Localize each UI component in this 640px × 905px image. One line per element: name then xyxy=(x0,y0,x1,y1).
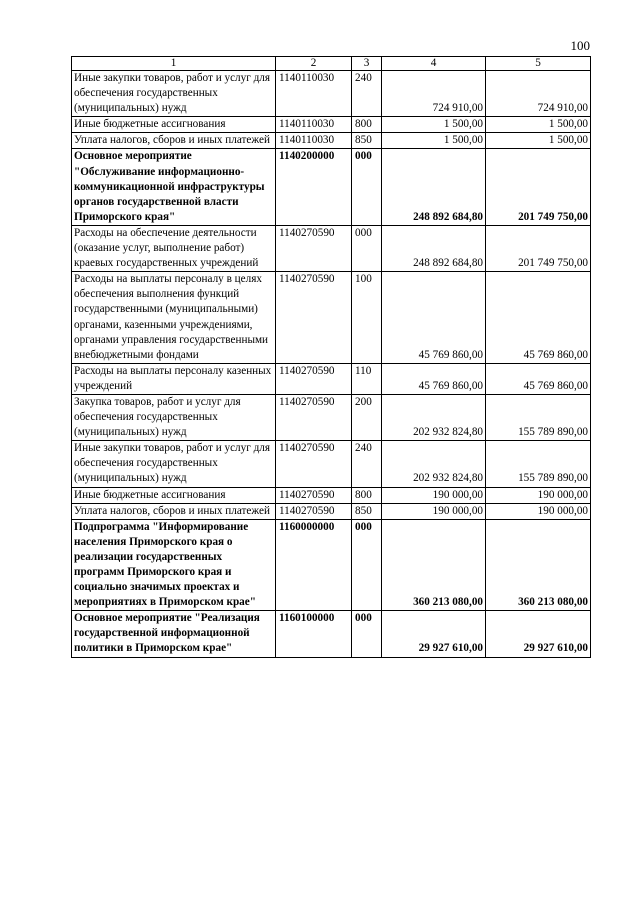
row-name-cell: Иные бюджетные ассигнования xyxy=(72,487,276,503)
row-amount-col4-cell: 45 769 860,00 xyxy=(382,272,486,364)
row-amount-col5-cell: 360 213 080,00 xyxy=(486,519,591,611)
table-row xyxy=(72,225,591,271)
row-name-cell: Расходы на выплаты персоналу казенных учреждений xyxy=(72,363,276,394)
column-header: 4 xyxy=(382,57,486,71)
row-amount-col4-cell: 248 892 684,80 xyxy=(382,225,486,271)
row-amount-col5-cell: 1 500,00 xyxy=(486,117,591,133)
table-row xyxy=(72,519,591,611)
row-code-cell: 1140270590 xyxy=(276,441,352,487)
row-amount-col4-cell: 248 892 684,80 xyxy=(382,149,486,225)
row-type-cell: 100 xyxy=(352,272,382,364)
row-type-cell: 800 xyxy=(352,487,382,503)
row-amount-col4-cell: 202 932 824,80 xyxy=(382,394,486,440)
row-code-cell: 1160100000 xyxy=(276,611,352,657)
table-row xyxy=(72,441,591,487)
row-amount-col5-cell: 724 910,00 xyxy=(486,71,591,117)
row-amount-col5-cell: 155 789 890,00 xyxy=(486,441,591,487)
row-code-cell: 1140200000 xyxy=(276,149,352,225)
row-amount-col4-cell: 202 932 824,80 xyxy=(382,441,486,487)
row-name-cell: Подпрограмма "Информирование населения Приморского края о реализации государственных программ Приморского края и социально значимых проектах и мероприятиях в Приморском крае" xyxy=(72,519,276,611)
table-row xyxy=(72,363,591,394)
column-header: 3 xyxy=(352,57,382,71)
row-type-cell: 200 xyxy=(352,394,382,440)
table-row xyxy=(72,149,591,225)
table-row xyxy=(72,503,591,519)
row-amount-col5-cell: 45 769 860,00 xyxy=(486,363,591,394)
budget-table xyxy=(71,56,591,658)
row-amount-col4-cell: 724 910,00 xyxy=(382,71,486,117)
row-code-cell: 1140110030 xyxy=(276,71,352,117)
row-amount-col4-cell: 1 500,00 xyxy=(382,133,486,149)
row-name-cell: Расходы на обеспечение деятельности (оказание услуг, выполнение работ) краевых государственных учреждений xyxy=(72,225,276,271)
row-type-cell: 240 xyxy=(352,71,382,117)
row-type-cell: 110 xyxy=(352,363,382,394)
row-name-cell: Основное мероприятие "Обслуживание информационно-коммуникационной инфраструктуры органов государственной власти Приморского края" xyxy=(72,149,276,225)
table-row xyxy=(72,611,591,657)
row-type-cell: 800 xyxy=(352,117,382,133)
row-name-cell: Основное мероприятие "Реализация государственной информационной политики в Приморском крае" xyxy=(72,611,276,657)
row-amount-col4-cell: 29 927 610,00 xyxy=(382,611,486,657)
row-code-cell: 1140270590 xyxy=(276,503,352,519)
row-name-cell: Иные бюджетные ассигнования xyxy=(72,117,276,133)
row-amount-col4-cell: 190 000,00 xyxy=(382,503,486,519)
row-name-cell: Уплата налогов, сборов и иных платежей xyxy=(72,503,276,519)
row-type-cell: 000 xyxy=(352,611,382,657)
row-name-cell: Уплата налогов, сборов и иных платежей xyxy=(72,133,276,149)
row-code-cell: 1140270590 xyxy=(276,363,352,394)
page-number: 100 xyxy=(570,38,590,53)
table-row xyxy=(72,117,591,133)
row-amount-col4-cell: 45 769 860,00 xyxy=(382,363,486,394)
row-amount-col5-cell: 201 749 750,00 xyxy=(486,149,591,225)
row-name-cell: Закупка товаров, работ и услуг для обеспечения государственных (муниципальных) нужд xyxy=(72,394,276,440)
row-type-cell: 000 xyxy=(352,225,382,271)
row-type-cell: 850 xyxy=(352,133,382,149)
row-type-cell: 240 xyxy=(352,441,382,487)
column-header: 1 xyxy=(72,57,276,71)
row-amount-col5-cell: 1 500,00 xyxy=(486,133,591,149)
column-header: 5 xyxy=(486,57,591,71)
row-amount-col4-cell: 190 000,00 xyxy=(382,487,486,503)
row-type-cell: 000 xyxy=(352,519,382,611)
row-code-cell: 1160000000 xyxy=(276,519,352,611)
table-row xyxy=(72,133,591,149)
row-type-cell: 850 xyxy=(352,503,382,519)
row-name-cell: Иные закупки товаров, работ и услуг для обеспечения государственных (муниципальных) нужд xyxy=(72,441,276,487)
table-row xyxy=(72,272,591,364)
table-row xyxy=(72,71,591,117)
row-amount-col5-cell: 190 000,00 xyxy=(486,487,591,503)
row-name-cell: Иные закупки товаров, работ и услуг для обеспечения государственных (муниципальных) нужд xyxy=(72,71,276,117)
column-header: 2 xyxy=(276,57,352,71)
row-name-cell: Расходы на выплаты персоналу в целях обеспечения выполнения функций государственными (муниципальными) органами, казенными учреждениями, органами управления государственными внебюджетными фондами xyxy=(72,272,276,364)
row-type-cell: 000 xyxy=(352,149,382,225)
row-code-cell: 1140110030 xyxy=(276,133,352,149)
table-row xyxy=(72,394,591,440)
row-amount-col4-cell: 1 500,00 xyxy=(382,117,486,133)
row-code-cell: 1140270590 xyxy=(276,487,352,503)
row-code-cell: 1140270590 xyxy=(276,225,352,271)
row-amount-col5-cell: 29 927 610,00 xyxy=(486,611,591,657)
row-amount-col5-cell: 155 789 890,00 xyxy=(486,394,591,440)
row-amount-col5-cell: 45 769 860,00 xyxy=(486,272,591,364)
row-amount-col5-cell: 190 000,00 xyxy=(486,503,591,519)
row-amount-col5-cell: 201 749 750,00 xyxy=(486,225,591,271)
row-code-cell: 1140270590 xyxy=(276,394,352,440)
table-row xyxy=(72,487,591,503)
table-header-row xyxy=(72,57,591,71)
row-code-cell: 1140110030 xyxy=(276,117,352,133)
row-amount-col4-cell: 360 213 080,00 xyxy=(382,519,486,611)
row-code-cell: 1140270590 xyxy=(276,272,352,364)
